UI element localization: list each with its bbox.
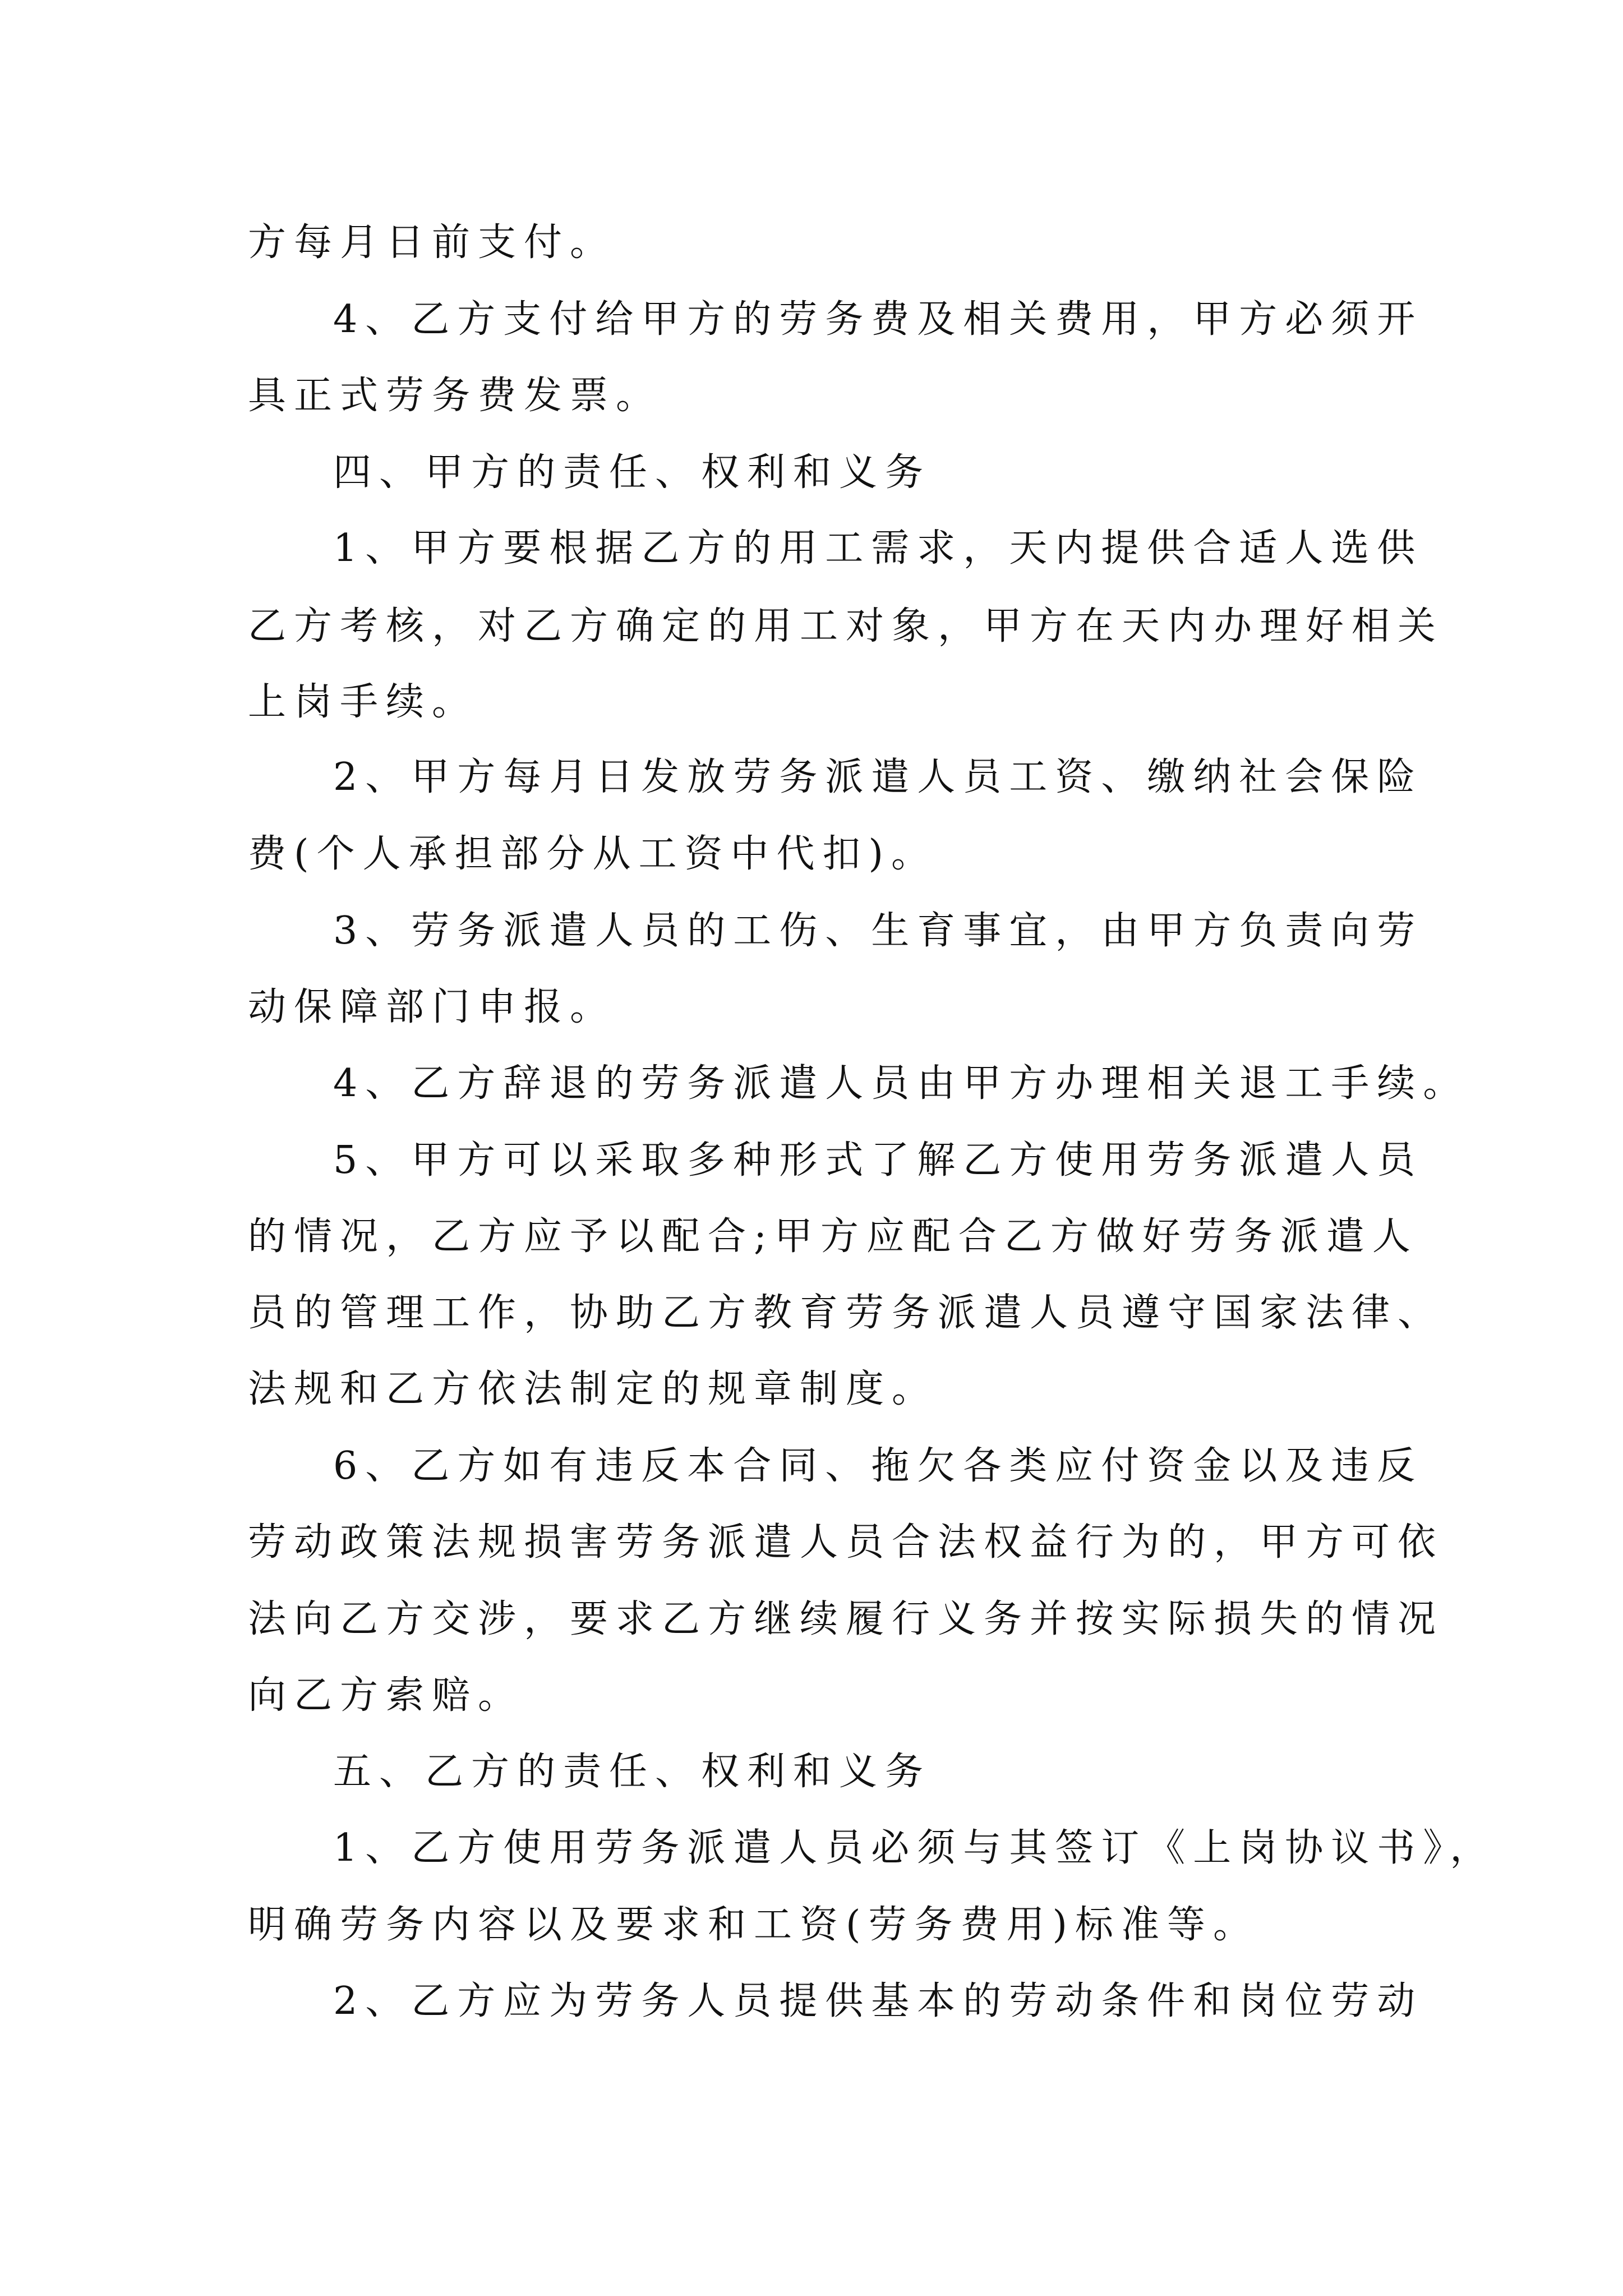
- text-line: 4、乙方辞退的劳务派遣人员由甲方办理相关退工手续。: [333, 1061, 1469, 1106]
- text-line: 方每月日前支付。: [248, 220, 616, 265]
- text-line: 2、乙方应为劳务人员提供基本的劳动条件和岗位劳动: [333, 1979, 1423, 2023]
- section-heading: 四、甲方的责任、权利和义务: [333, 450, 932, 495]
- text-line: 6、乙方如有违反本合同、拖欠各类应付资金以及违反: [333, 1444, 1423, 1488]
- text-line: 动保障部门申报。: [248, 985, 616, 1029]
- text-line: 具正式劳务费发票。: [248, 374, 662, 418]
- text-line: 的情况，乙方应予以配合;甲方应配合乙方做好劳务派遣人: [248, 1214, 1418, 1259]
- text-line: 4、乙方支付给甲方的劳务费及相关费用，甲方必须开: [333, 297, 1423, 342]
- text-line: 法向乙方交涉，要求乙方继续履行义务并按实际损失的情况: [248, 1597, 1444, 1641]
- text-line: 法规和乙方依法制定的规章制度。: [248, 1367, 938, 1411]
- text-line: 费(个人承担部分从工资中代扣)。: [248, 832, 938, 876]
- text-line: 5、甲方可以采取多种形式了解乙方使用劳务派遣人员: [333, 1138, 1423, 1182]
- text-line: 明确劳务内容以及要求和工资(劳务费用)标准等。: [248, 1903, 1260, 1947]
- text-line: 2、甲方每月日发放劳务派遣人员工资、缴纳社会保险: [333, 755, 1423, 799]
- section-heading: 五、乙方的责任、权利和义务: [333, 1750, 932, 1794]
- text-line: 1、乙方使用劳务派遣人员必须与其签订《上岗协议书》，: [333, 1826, 1496, 1870]
- text-line: 上岗手续。: [248, 680, 478, 724]
- text-line: 3、劳务派遣人员的工伤、生育事宜，由甲方负责向劳: [333, 909, 1423, 953]
- text-line: 劳动政策法规损害劳务派遣人员合法权益行为的，甲方可依: [248, 1520, 1444, 1565]
- text-line: 向乙方索赔。: [248, 1673, 524, 1718]
- text-line: 员的管理工作，协助乙方教育劳务派遣人员遵守国家法律、: [248, 1291, 1444, 1335]
- text-line: 乙方考核，对乙方确定的用工对象，甲方在天内办理好相关: [248, 604, 1444, 648]
- text-line: 1、甲方要根据乙方的用工需求，天内提供合适人选供: [333, 526, 1423, 570]
